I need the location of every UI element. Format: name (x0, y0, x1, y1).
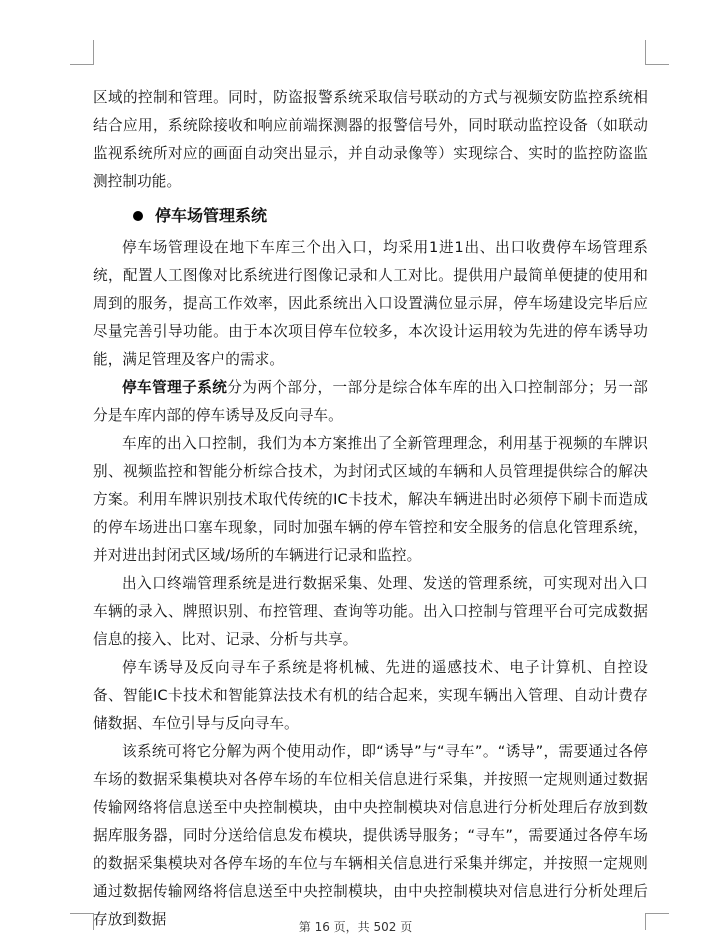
crop-mark-bottom-right-h (645, 913, 669, 914)
bold-term: 停车管理子系统 (122, 379, 228, 396)
crop-mark-top-left-v (93, 40, 94, 65)
crop-mark-top-left-h (70, 64, 94, 65)
section-heading (93, 200, 648, 232)
section-heading-text: 停车场管理系统 (155, 206, 268, 225)
crop-mark-bottom-left-h (70, 913, 94, 914)
document-body (93, 84, 648, 934)
paragraph-guidance-subsystem: 停车诱导及反向寻车子系统是将机械、先进的遥感技术、电子计算机、自控设备、智能IC卡技术和智能算法技术有机的结合起来，实现车辆出入管理、自动计费存储数据、车位引导与反向寻车。 (93, 659, 648, 732)
paragraph-continuation: 区域的控制和管理。同时，防盗报警系统采取信号联动的方式与视频安防监控系统相结合应用，系统除接收和响应前端探测器的报警信号外，同时联动监控设备（如联动监视系统所对应的画面自动突出显示，并自动录像等）实现综合、实时的监控防盗监测控制功能。 (93, 89, 648, 190)
paragraph-entrance-control: 车库的出入口控制，我们为本方案推出了全新管理理念，利用基于视频的车牌识别、视频监控和智能分析综合技术，为封闭式区域的车辆和人员管理提供综合的解决方案。利用车牌识别技术取代传统的IC卡技术，解决车辆进出时必须停下刷卡而造成的停车场进出口塞车现象，同时加强车辆的停车管控和安全服务的信息化管理系统，并对进出封闭式区域/场所的车辆进行记录和监控。 (93, 435, 648, 564)
paragraph-system-actions: 该系统可将它分解为两个使用动作，即“诱导”与“寻车”。“诱导”，需要通过各停车场的数据采集模块对各停车场的车位相关信息进行采集，并按照一定规则通过数据传输网络将信息送至中央控制模块，由中央控制模块对信息进行分析处理后存放到数据库服务器，同时分送给信息发布模块，提供诱导服务；“寻车”，需要通过各停车场的数据采集模块对各停车场的车位与车辆相关信息进行采集并绑定，并按照一定规则通过数据传输网络将信息送至中央控制模块，由中央控制模块对信息进行分析处理后存放到数据 (93, 743, 648, 928)
paragraph-terminal-management: 出入口终端管理系统是进行数据采集、处理、发送的管理系统，可实现对出入口车辆的录入、牌照识别、布控管理、查询等功能。出入口控制与管理平台可完成数据信息的接入、比对、记录、分析与共享。 (93, 575, 648, 648)
paragraph-parking-overview: 停车场管理设在地下车库三个出入口，均采用1进1出、出口收费停车场管理系统，配置人工图像对比系统进行图像记录和人工对比。提供用户最简单便捷的使用和周到的服务，提高工作效率，因此系统出入口设置满位显示屏，停车场建设完毕后应尽量完善引导功能。由于本次项目停车位较多，本次设计运用较为先进的停车诱导功能，满足管理及客户的需求。 (93, 239, 648, 368)
crop-mark-top-right-v (645, 40, 646, 65)
bullet-icon (133, 211, 143, 221)
paragraph-subsystem-text: 分为两个部分，一部分是综合体车库的出入口控制部分；另一部分是车库内部的停车诱导及反向寻车。 (93, 379, 649, 424)
crop-mark-top-right-h (645, 64, 669, 65)
paragraph-subsystem (93, 374, 648, 430)
page-footer: 第 16 页，共 502 页 (298, 920, 413, 934)
